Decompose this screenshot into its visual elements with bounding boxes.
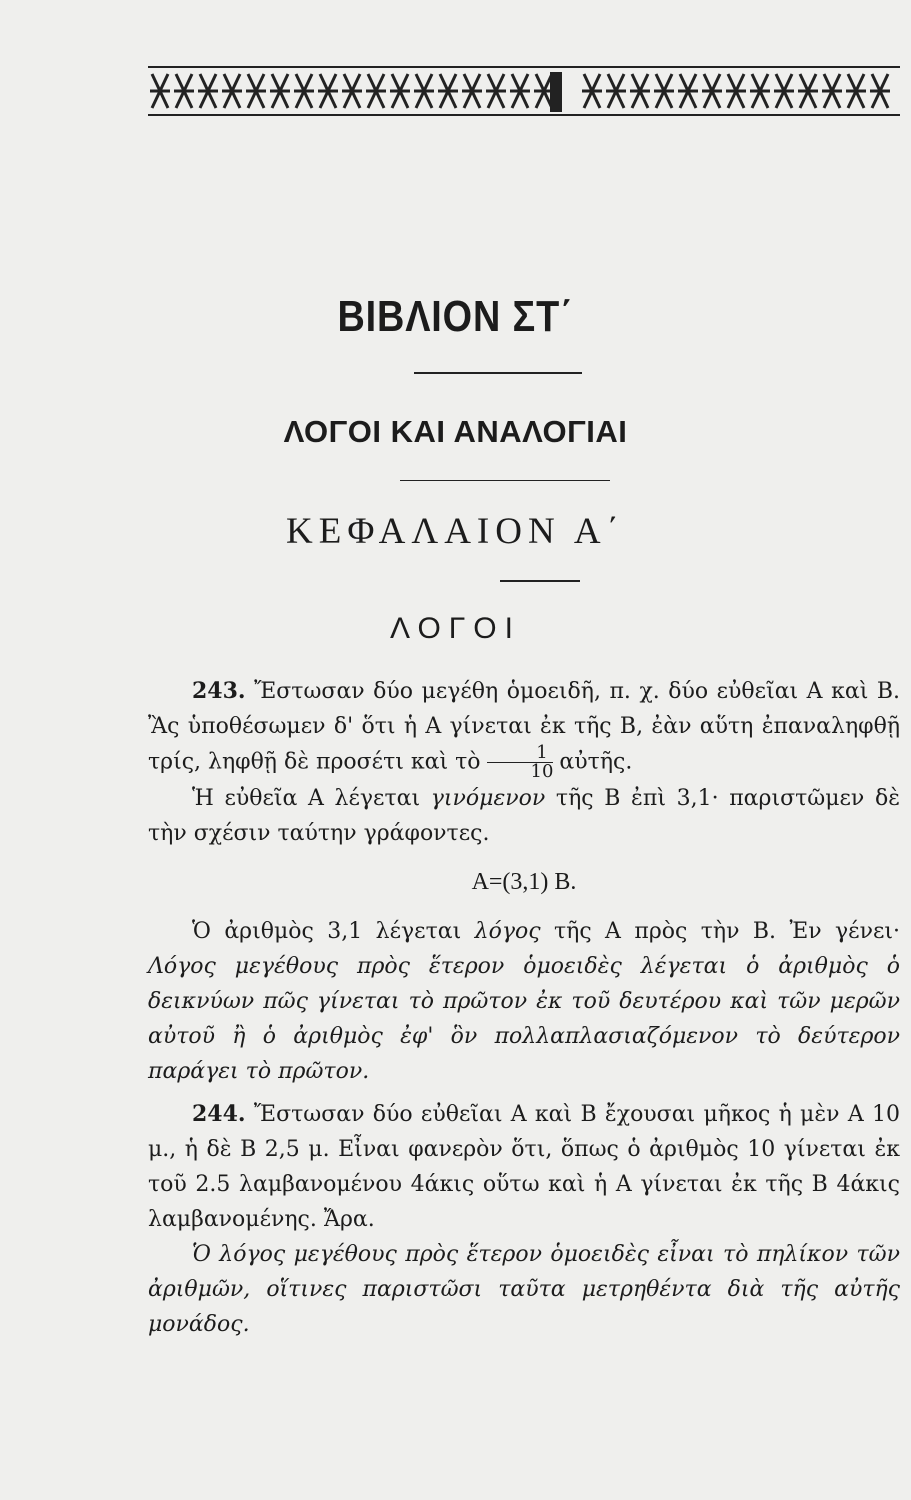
ornament-motif — [630, 74, 650, 108]
paragraph-243-c — [148, 914, 900, 1089]
ornament-motif — [702, 74, 722, 108]
paragraph-243-end: αὐτῆς. — [559, 749, 633, 775]
body-text — [148, 674, 900, 1342]
ornament-motif — [654, 74, 674, 108]
section-number-244: 244. — [192, 1101, 246, 1127]
ornament-motif — [846, 74, 866, 108]
fraction-denominator: 10 — [530, 761, 554, 782]
ornament-motif — [366, 74, 386, 108]
fraction-numerator: 1 — [487, 744, 554, 763]
paragraph-244 — [148, 1097, 900, 1237]
paragraph-243-c-end: τῆς Α πρὸς τὴν Β. Ἐν γένει· — [553, 919, 900, 944]
formula: Α=(3,1) Β. — [471, 869, 577, 895]
paragraph-244-definition: Ὁ λόγος μεγέθους πρὸς ἕτερον ὁμοειδὲς εἶναι τὸ πηλίκον τῶν ἀριθμῶν, οἵτινες παριστῶσι ταῦτα μετρηθέντα διὰ τῆς αὐτῆς μονάδος. — [148, 1242, 900, 1337]
ornament-motif — [582, 74, 602, 108]
ornament-motif — [606, 74, 626, 108]
chapter-heading: ΚΕΦΑΛΑΙΟΝ Α΄ — [286, 511, 625, 552]
paragraph-243-c-start: Ὁ ἀριθμὸς 3,1 λέγεται — [192, 919, 462, 944]
fraction — [487, 744, 554, 781]
ornament-motif — [222, 74, 242, 108]
ornament-motif — [510, 74, 530, 108]
ornament-motif — [246, 74, 266, 108]
ornament-motif — [750, 74, 770, 108]
ornament-motif — [270, 74, 290, 108]
paragraph-243 — [148, 674, 900, 781]
subtitle-rule — [400, 480, 610, 481]
ornament-motif — [294, 74, 314, 108]
section-number-243: 243. — [192, 678, 246, 704]
paragraph-244-text: Ἔστωσαν δύο εὐθεῖαι Α καὶ Β ἔχουσαι μῆκος ἡ μὲν Α 10 μ., ἡ δὲ Β 2,5 μ. Εἶναι φανερὸν ὅτι, ὅπως ὁ ἀριθμὸς 10 γίνεται ἐκ τοῦ 2.5 λαμβανομένου 4άκις οὕτω καὶ ἡ Α γίνεται ἐκ τῆς Β 4άκις λαμβανομένης. Ἄρα. — [148, 1102, 901, 1232]
term-product: γινόμενον — [430, 786, 546, 811]
ornament-motif — [390, 74, 410, 108]
ornament-motif — [438, 74, 458, 108]
chapter-rule — [500, 580, 580, 582]
ratio-definition: Λόγος μεγέθους πρὸς ἕτερον ὁμοειδὲς λέγεται ὁ ἀριθμὸς ὁ δεικνύων πῶς γίνεται τὸ πρῶτον ἐκ τοῦ δευτέρου καὶ τῶν μερῶν αὐτοῦ ἢ ὁ ἀριθμὸς ἐφ' ὃν πολλαπλασιαζόμενον τὸ δεύτερον παράγει τὸ πρῶτον. — [148, 954, 900, 1084]
ornament-motif — [318, 74, 338, 108]
title-rule — [414, 372, 582, 374]
ornament-motif — [870, 74, 890, 108]
ornamental-header-band — [148, 64, 900, 120]
ornament-motif — [726, 74, 746, 108]
ornament-motif — [798, 74, 818, 108]
ornament-motif — [198, 74, 218, 108]
paragraph-243-text: Ἔστωσαν δύο μεγέθη ὁμοειδῆ, π. χ. δύο εὐθεῖαι Α καὶ Β. Ἂς ὑποθέσωμεν δ' ὅτι ἡ Α γίνεται ἐκ τῆς Β, ἐὰν αὕτη ἐπαναληφθῇ τρίς, ληφθῇ δὲ προσέτι καὶ τὸ — [148, 679, 900, 775]
ornament-motif — [822, 74, 842, 108]
section-heading: ΛΟΓΟΙ — [390, 612, 521, 645]
ornament-motif — [342, 74, 362, 108]
ornament-pattern — [148, 64, 900, 120]
book-subtitle: ΛΟΓΟΙ ΚΑΙ ΑΝΑΛΟΓΙΑΙ — [283, 414, 628, 449]
ornament-motif — [462, 74, 482, 108]
ornament-motif — [414, 74, 434, 108]
book-title: ΒΙΒΛΙΟΝ ΣΤ΄ — [337, 292, 574, 341]
ornament-center-bar — [550, 72, 562, 112]
paragraph-243-b-end: τῆς Β ἐπὶ 3,1· παριστῶμεν δὲ τὴν σχέσιν ταύτην γράφοντες. — [148, 786, 900, 846]
term-ratio: λόγος — [474, 919, 541, 944]
ornament-motif — [174, 74, 194, 108]
ornament-motif — [774, 74, 794, 108]
paragraph-243-b — [148, 781, 900, 851]
ornament-motif — [486, 74, 506, 108]
ornament-motif — [678, 74, 698, 108]
paragraph-243-b-start: Ἡ εὐθεῖα Α λέγεται — [192, 786, 421, 811]
ornament-motif — [150, 74, 170, 108]
